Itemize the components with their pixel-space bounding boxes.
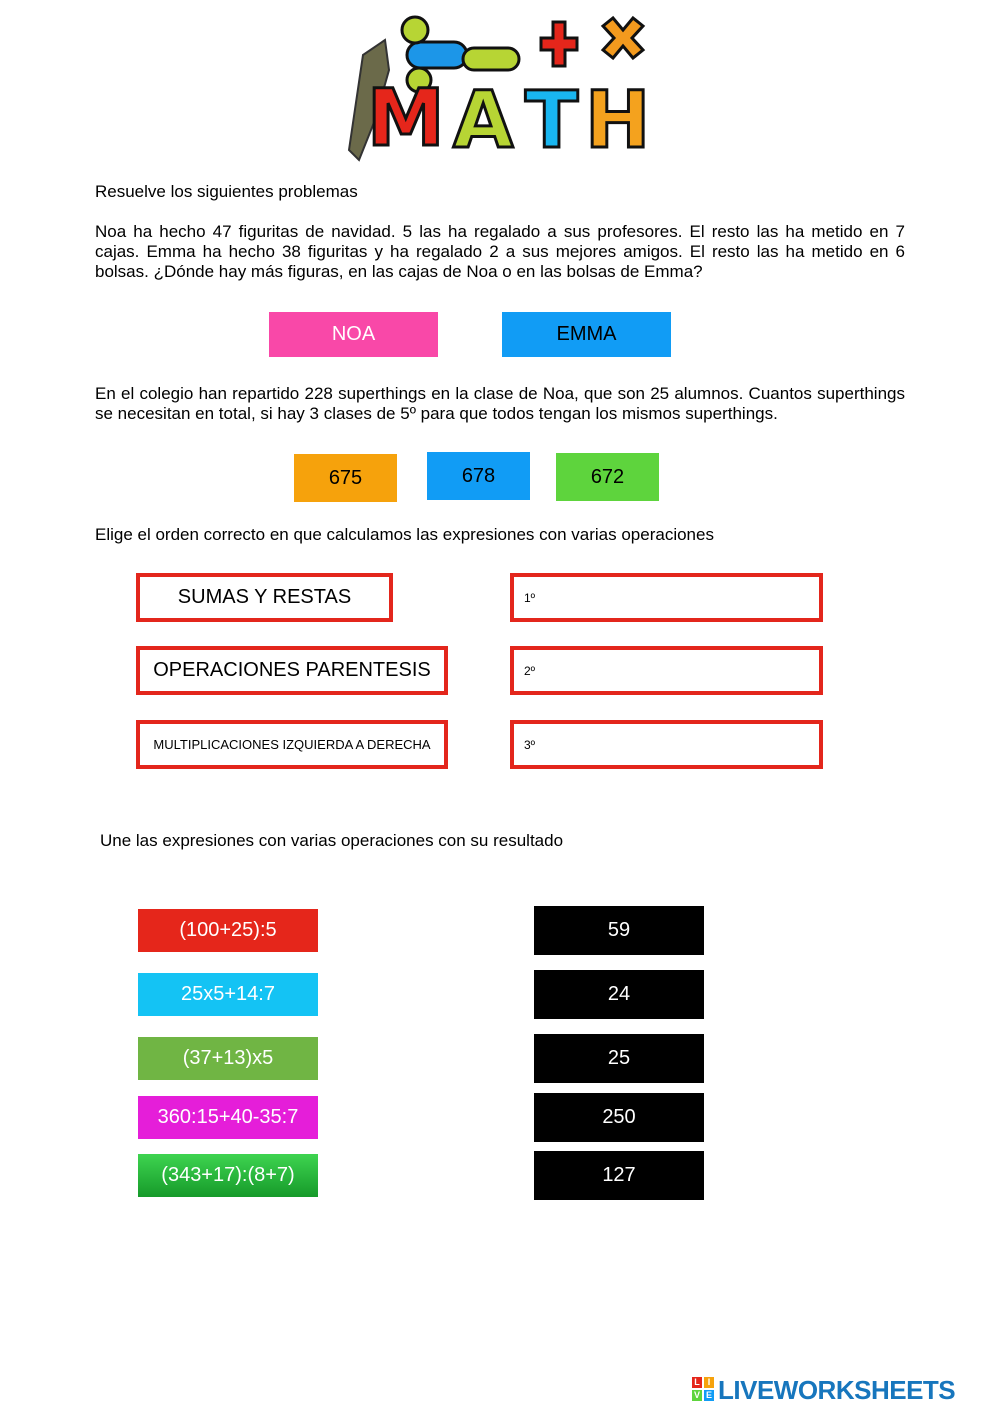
section3-heading: Elige el orden correcto en que calculamos las expresiones con varias operaciones: [95, 525, 714, 544]
math-logo: [345, 10, 665, 165]
expression-item[interactable]: (100+25):5: [138, 909, 318, 952]
option-672-button[interactable]: 672: [556, 453, 659, 501]
option-noa-button[interactable]: NOA: [269, 312, 438, 357]
order-item-multiplicaciones[interactable]: [136, 720, 448, 769]
option-emma-button[interactable]: EMMA: [502, 312, 671, 357]
mark-letter-e: E: [705, 1390, 712, 1400]
expression-item[interactable]: 360:15+40-35:7: [138, 1096, 318, 1139]
mark-letter-v: V: [693, 1390, 700, 1400]
order-item-label: MULTIPLICACIONES IZQUIERDA A DERECHA: [153, 737, 431, 752]
order-slot-1[interactable]: [510, 573, 823, 622]
order-item-sumas-restas[interactable]: [136, 573, 393, 622]
order-slot-label: 1º: [524, 590, 536, 605]
logo-letter-h: H: [585, 76, 651, 166]
order-slot-2[interactable]: [510, 646, 823, 695]
mark-letter-i: I: [704, 1377, 714, 1388]
expression-item[interactable]: (343+17):(8+7): [138, 1154, 318, 1197]
order-slot-label: 3º: [524, 737, 536, 752]
expression-item[interactable]: 25x5+14:7: [138, 973, 318, 1016]
logo-letter-a: A: [453, 76, 514, 166]
order-slot-3[interactable]: [510, 720, 823, 769]
order-item-parentesis[interactable]: [136, 646, 448, 695]
section1-heading: Resuelve los siguientes problemas: [95, 182, 358, 201]
logo-letter-m: M: [367, 74, 445, 164]
live-mark-icon: [692, 1377, 714, 1401]
order-item-label: SUMAS Y RESTAS: [177, 586, 352, 608]
result-item[interactable]: 59: [534, 906, 704, 955]
logo-letter-t: T: [525, 76, 579, 166]
result-item[interactable]: 24: [534, 970, 704, 1019]
result-item[interactable]: 25: [534, 1034, 704, 1083]
section1-problem: Noa ha hecho 47 figuritas de navidad. 5 las ha regalado a sus profesores. El resto las ha metido en 7 cajas. Emma ha hecho 38 figuritas y ha regalado 2 a sus mejores amigos. El resto las ha metido en 6 bolsas. ¿Dónde hay más figuras, en las cajas de Noa o en las bolsas de Emma?: [95, 222, 905, 281]
order-slot-label: 2º: [524, 663, 536, 678]
mark-letter-l: L: [692, 1377, 702, 1388]
brand-wordmark: LIVEWORKSHEETS: [718, 1375, 956, 1405]
expression-item[interactable]: (37+13)x5: [138, 1037, 318, 1080]
option-675-button[interactable]: 675: [294, 454, 397, 502]
result-item[interactable]: 127: [534, 1151, 704, 1200]
order-item-label: OPERACIONES PARENTESIS: [153, 659, 431, 681]
result-item[interactable]: 250: [534, 1093, 704, 1142]
section2-problem: En el colegio han repartido 228 superthings en la clase de Noa, que son 25 alumnos. Cuantos superthings se necesitan en total, si hay 3 clases de 5º para que todos tengan los mismos superthings.: [95, 384, 905, 423]
section4-heading: Une las expresiones con varias operaciones con su resultado: [100, 831, 564, 850]
liveworksheets-logo: [692, 1376, 992, 1404]
option-678-button[interactable]: 678: [427, 452, 530, 500]
